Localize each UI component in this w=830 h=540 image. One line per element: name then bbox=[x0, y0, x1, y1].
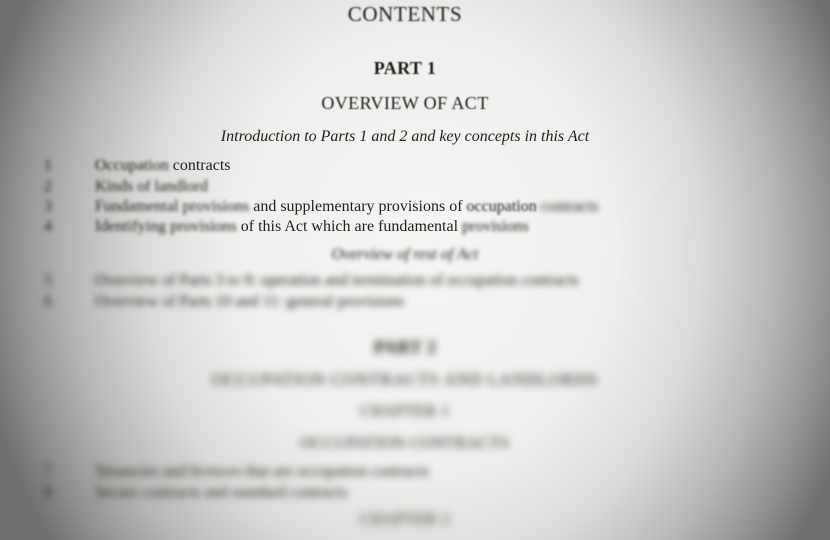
section-number: 7 bbox=[44, 463, 52, 480]
part1-heading: PART 1 bbox=[373, 58, 437, 78]
chapter1-title: OCCUPATION CONTRACTS bbox=[300, 435, 510, 452]
toc-row-section-3 bbox=[0, 198, 830, 218]
part1-title: OVERVIEW OF ACT bbox=[321, 93, 489, 113]
part1-intro-heading: Introduction to Parts 1 and 2 and key concepts in this Act bbox=[220, 128, 590, 145]
toc-row-section-6 bbox=[0, 293, 830, 313]
section-number: 2 bbox=[44, 178, 52, 195]
chapter2-heading: CHAPTER 2 bbox=[360, 511, 450, 528]
toc-row-section-1 bbox=[0, 157, 830, 177]
section-number: 5 bbox=[44, 272, 52, 289]
toc-row-section-5 bbox=[0, 272, 830, 292]
toc-row-section-7 bbox=[0, 463, 830, 483]
toc-row-section-4 bbox=[0, 218, 830, 238]
toc-row-section-2 bbox=[0, 178, 830, 198]
part2-heading: PART 2 bbox=[373, 337, 437, 357]
section-title: Tenancies and licences that are occupation contracts bbox=[95, 463, 429, 480]
chapter1-heading: CHAPTER 1 bbox=[360, 403, 450, 420]
section-number: 3 bbox=[44, 198, 52, 215]
section-number: 8 bbox=[44, 484, 52, 501]
section-number: 1 bbox=[44, 157, 52, 174]
section-title: Secure contracts and standard contracts bbox=[95, 484, 348, 501]
section-title: Overview of Parts 10 and 11: general provisions bbox=[95, 293, 405, 310]
section-title: Identifying provisions of this Act which are fundamental provisions bbox=[95, 218, 529, 235]
section-title: Overview of Parts 3 to 9: operation and termination of occupation contracts bbox=[95, 272, 579, 289]
section-number: 4 bbox=[44, 218, 52, 235]
section-title: Kinds of landlord bbox=[95, 178, 208, 195]
section-number: 6 bbox=[44, 293, 52, 310]
section-title: Fundamental provisions and supplementary provisions of occupation contracts bbox=[95, 198, 599, 215]
contents-title: CONTENTS bbox=[347, 2, 463, 26]
part2-title: OCCUPATION CONTRACTS AND LANDLORDS bbox=[212, 370, 598, 389]
toc-row-section-8 bbox=[0, 484, 830, 504]
section-title: Occupation contracts bbox=[95, 157, 231, 174]
overview-heading: Overview of rest of Act bbox=[331, 246, 479, 263]
